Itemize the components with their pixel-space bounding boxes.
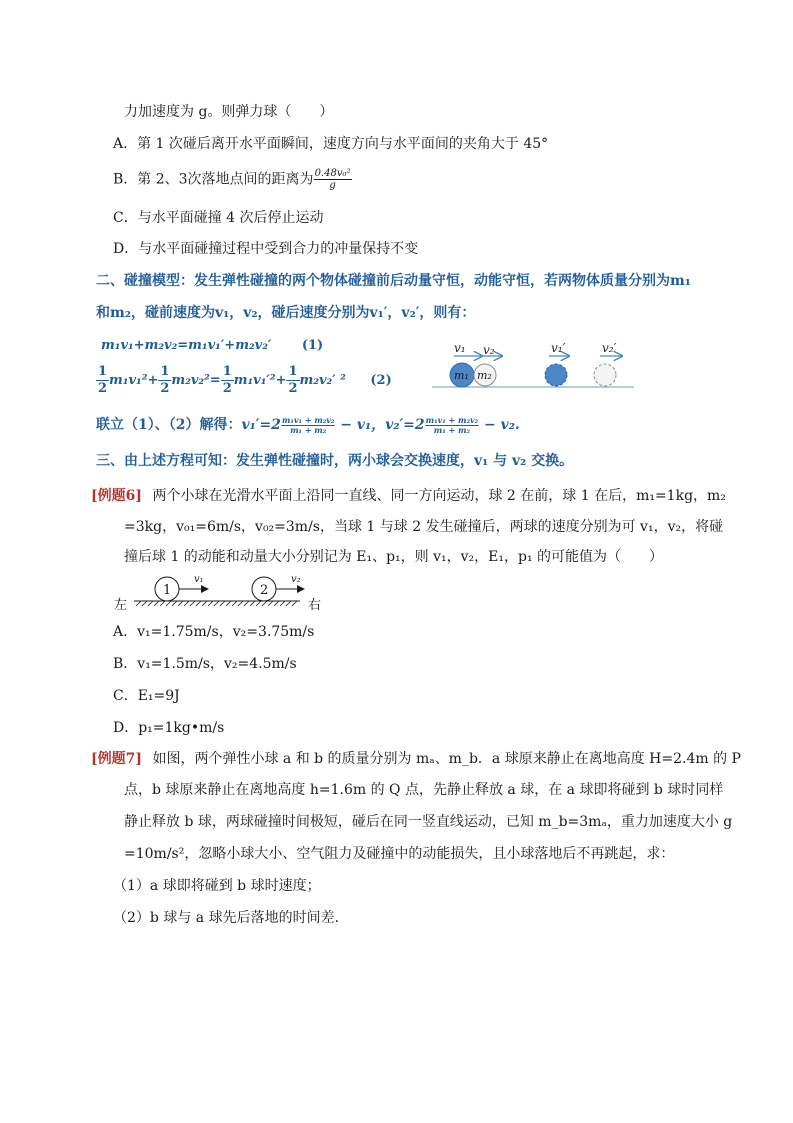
option-b-numerator: 0.48v₀² bbox=[314, 168, 351, 179]
equation-tag-2: (2) bbox=[370, 373, 392, 388]
solution-fraction-1 bbox=[281, 416, 336, 435]
option-b-fraction bbox=[314, 168, 352, 191]
example7-line2: 点，b 球原来静止在离地高度 h=1.6m 的 Q 点，先静止释放 a 球，在 a 球即将碰到 b 球时同样 bbox=[124, 782, 724, 798]
problem-stem-tail: 力加速度为 g。则弹力球（ ） bbox=[124, 104, 334, 120]
example6-tag: [例题6] bbox=[91, 488, 142, 504]
ex6-option-a: A．v₁=1.75m/s，v₂=3.75m/s bbox=[113, 624, 315, 640]
label-m1: m₁ bbox=[454, 369, 469, 382]
option-b bbox=[113, 168, 352, 191]
option-a: A．第 1 次碰后离开水平面瞬间，速度方向与水平面间的夹角大于 45° bbox=[113, 136, 549, 152]
solution-minus-v1: − v₁， bbox=[335, 417, 386, 433]
floor-hatching bbox=[136, 601, 297, 606]
half-fraction bbox=[158, 364, 171, 397]
ball-1-label: 1 bbox=[163, 583, 172, 598]
equation-momentum-body: m₁v₁+m₂v₂=m₁v₁′+m₂v₂′ bbox=[101, 338, 272, 353]
example6-figure bbox=[112, 573, 332, 615]
half-num: 1 bbox=[98, 364, 108, 379]
example6-text1: 两个小球在光滑水平面上沿同一直线、同一方向运动，球 2 在前，球 1 在后，m₁=1kg，m₂ bbox=[152, 488, 726, 504]
option-d: D．与水平面碰撞过程中受到合力的冲量保持不变 bbox=[113, 241, 419, 257]
option-c: C．与水平面碰撞 4 次后停止运动 bbox=[113, 210, 324, 226]
collision-diagram bbox=[428, 340, 638, 392]
ex6-option-c: C．E₁=9J bbox=[113, 688, 180, 704]
example7-text1: 如图，两个弹性小球 a 和 b 的质量分别为 mₐ、m_b．a 球原来静止在离地高度 H=2.4m 的 P bbox=[152, 751, 741, 767]
equation-momentum bbox=[101, 336, 323, 356]
ex6-option-d: D．p₁=1kg•m/s bbox=[113, 720, 225, 736]
option-b-denominator: g bbox=[329, 180, 336, 191]
energy-term-3: m₁v₁′² bbox=[233, 373, 276, 388]
example7-line3: 静止释放 b 球，两球碰撞时间极短，碰后在同一竖直线运动，已知 m_b=3mₐ，重力加速度大小 g bbox=[124, 814, 733, 830]
solution-v2p: v₂′=2 bbox=[385, 417, 425, 433]
example7-line4: =10m/s²，忽略小球大小、空气阻力及碰撞中的动能损失，且小球落地后不再跳起，求： bbox=[124, 846, 675, 862]
ball-m2-after bbox=[594, 364, 616, 386]
label-m2: m₂ bbox=[477, 369, 492, 382]
label-v1: v₁ bbox=[454, 341, 466, 355]
ex6-option-b: B．v₁=1.5m/s，v₂=4.5m/s bbox=[113, 656, 297, 672]
half-num: 1 bbox=[222, 364, 232, 379]
example6-line3: 撞后球 1 的动能和动量大小分别记为 E₁、p₁，则 v₁，v₂，E₁，p₁ 的可能值为（ ） bbox=[124, 549, 664, 565]
fraction-denominator: m₁ + m₂ bbox=[433, 424, 470, 435]
equation-tag-1: (1) bbox=[301, 338, 324, 353]
equation-energy: $\frac{1}{2}$ m₁v₁²+ $\frac{1}{2}$ m₂v₂²= $\frac{1}{2}$ m₁v₁′²+ $\frac{1}{2}$ m₂v₂′ ² (2) bbox=[98, 364, 392, 396]
solution-fraction-2 bbox=[425, 416, 480, 435]
example6-line1 bbox=[91, 486, 726, 506]
label-fig-v1: v₁ bbox=[194, 574, 204, 585]
solution-prefix: 联立（1）、（2）解得： bbox=[96, 417, 242, 433]
ball-m1-after bbox=[545, 364, 567, 386]
ball-2-label: 2 bbox=[260, 583, 269, 598]
example7-tag: [例题7] bbox=[91, 751, 142, 767]
label-fig-v2: v₂ bbox=[291, 574, 301, 585]
example6-line2: =3kg，v₀₁=6m/s，v₀₂=3m/s，当球 1 与球 2 发生碰撞后，两球的速度分别为可 v₁，v₂，将碰 bbox=[124, 519, 724, 535]
section2-line2: 和m₂，碰前速度为v₁，v₂，碰后速度分别为v₁′，v₂′，则有： bbox=[96, 305, 476, 321]
half-den: 2 bbox=[288, 381, 298, 396]
example7-question2: （2）b 球与 a 球先后落地的时间差． bbox=[113, 910, 349, 926]
half-num: 1 bbox=[288, 364, 298, 379]
label-v2-prime: v₂′ bbox=[602, 341, 617, 355]
energy-term-1: m₁v₁² bbox=[109, 373, 148, 388]
half-fraction bbox=[221, 364, 234, 397]
section3-line: 三、由上述方程可知：发生弹性碰撞时，两小球会交换速度，v₁ 与 v₂ 交换。 bbox=[96, 453, 574, 469]
option-b-text: B．第 2、3次落地点间的距离为 bbox=[113, 171, 314, 188]
solution-v1p: v₁′=2 bbox=[241, 417, 281, 433]
fraction-numerator: m₁v₁ + m₂v₂ bbox=[281, 414, 335, 425]
half-fraction bbox=[286, 364, 299, 397]
label-left: 左 bbox=[114, 598, 128, 613]
half-den: 2 bbox=[160, 381, 170, 396]
fraction-denominator: m₁ + m₂ bbox=[290, 424, 327, 435]
label-v2: v₂ bbox=[483, 343, 495, 357]
example7-question1: （1）a 球即将碰到 b 球时速度； bbox=[113, 878, 321, 894]
half-num: 1 bbox=[160, 364, 170, 379]
half-fraction bbox=[96, 364, 109, 397]
energy-term-4: m₂v₂′ ² bbox=[299, 373, 346, 388]
fraction-numerator: m₁v₁ + m₂v₂ bbox=[425, 414, 479, 425]
label-right: 右 bbox=[308, 598, 322, 613]
energy-term-2: m₂v₂² bbox=[171, 373, 210, 388]
label-v1-prime: v₁′ bbox=[551, 341, 566, 355]
half-den: 2 bbox=[98, 381, 108, 396]
example7-line1 bbox=[91, 749, 741, 769]
half-den: 2 bbox=[222, 381, 232, 396]
section2-line1: 二、碰撞模型：发生弹性碰撞的两个物体碰撞前后动量守恒，动能守恒，若两物体质量分别为m₁ bbox=[96, 273, 691, 289]
solution-minus-v2: − v₂. bbox=[479, 417, 520, 433]
solution-line bbox=[96, 413, 520, 437]
